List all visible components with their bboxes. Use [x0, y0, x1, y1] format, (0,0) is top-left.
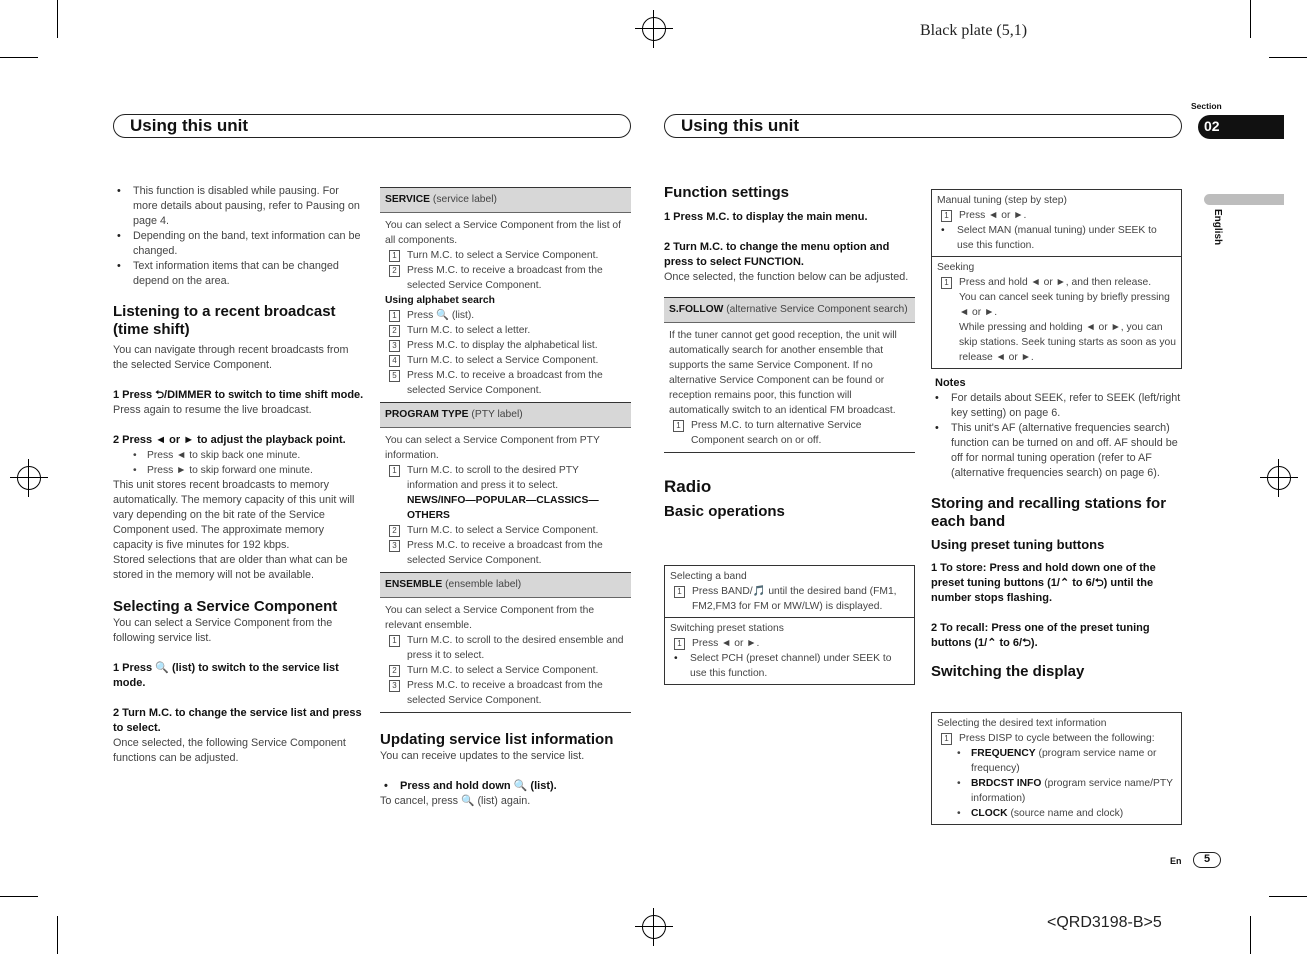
cell-title: Manual tuning (step by step) [937, 195, 1067, 206]
numbered-step: 4 Turn M.C. to select a Service Component. [385, 353, 626, 368]
step: • Press and hold down 🔍 (list). [380, 779, 631, 794]
note: • This unit's AF (alternative frequencies search) function can be turned on and off. AF should be off for normal tuning operation (refer to AF (alternative frequencies search) on page 6). [931, 421, 1182, 481]
step: 2 To recall: Press one of the preset tuning buttons (1/⌃ to 6/⮌). [931, 622, 1150, 649]
numbered-step: 2 Turn M.C. to select a Service Component. [385, 663, 626, 678]
sub-bullet: • Press ► to skip forward one minute. [113, 463, 365, 478]
paragraph: Once selected, the following Service Component functions can be adjusted. [113, 737, 346, 764]
preset-cell [665, 617, 914, 684]
heading-switching-display: Switching the display [931, 663, 1085, 680]
sub-bullet: • FREQUENCY (program service name or frequency) [937, 746, 1176, 776]
paragraph: This unit stores recent broadcasts to memory automatically. The memory capacity of this unit will vary depending on the bit rate of the Service Component used. The approximate memory capacity is five minutes for 192 kbps. [113, 479, 355, 551]
numbered-step: 1 Press 🔍 (list). [385, 308, 626, 323]
crop-mark [1250, 0, 1251, 38]
column-4 [931, 376, 1182, 681]
seeking-cell [932, 256, 1181, 368]
registration-mark [642, 915, 666, 939]
section-title-left: Using this unit [113, 114, 631, 138]
manual-tuning-cell [932, 190, 1181, 256]
bullet: • Select PCH (preset channel) under SEEK to use this function. [670, 651, 909, 681]
paragraph: You can navigate through recent broadcasts from the selected Service Component. [113, 344, 349, 371]
crop-mark [1269, 896, 1307, 897]
numbered-step: 1 Press BAND/🎵 until the desired band (FM1, FM2,FM3 for FM or MW/LW) is displayed. [670, 584, 909, 614]
pty-options: NEWS/INFO—POPULAR—CLASSICS—OTHERS [407, 495, 599, 521]
crop-mark [0, 896, 38, 897]
numbered-step: 3 Press M.C. to display the alphabetical list. [385, 338, 626, 353]
paragraph: To cancel, press 🔍 (list) again. [380, 795, 531, 807]
bullet: • Select MAN (manual tuning) under SEEK to use this function. [937, 223, 1176, 253]
s-follow-body [664, 323, 915, 453]
numbered-step: 1 Press and hold ◄ or ►, and then release. [937, 275, 1176, 290]
heading-preset-buttons: Using preset tuning buttons [931, 537, 1105, 552]
step: 1 Press M.C. to display the main menu. [664, 211, 868, 223]
tuning-table [931, 189, 1182, 369]
heading-storing-stations: Storing and recalling stations for each band [931, 495, 1167, 530]
bullet: • Text information items that can be changed depend on the area. [113, 259, 365, 289]
heading-select-service: Selecting a Service Component [113, 598, 338, 615]
section-number: 02 [1204, 118, 1220, 134]
paragraph: You can select a Service Component from the list of all components. [385, 220, 621, 246]
pty-label-header: PROGRAM TYPE (PTY label) [380, 402, 631, 428]
numbered-step: 1 Turn M.C. to scroll to the desired PTY information and press it to select. [385, 463, 626, 493]
column-3 [664, 184, 915, 521]
numbered-step: 1 Press DISP to cycle between the following: [937, 731, 1176, 746]
alphabet-search-title: Using alphabet search [385, 295, 495, 306]
heading-time-shift: Listening to a recent broadcast (time shift) [113, 303, 336, 338]
service-label-header: SERVICE (service label) [380, 187, 631, 213]
paragraph: You can select a Service Component from the following service list. [113, 617, 333, 644]
registration-mark [642, 17, 666, 41]
numbered-step: 1 Turn M.C. to scroll to the desired ensemble and press it to select. [385, 633, 626, 663]
sub-bullet: • BRDCST INFO (program service name/PTY information) [937, 776, 1176, 806]
paragraph: You can cancel seek tuning by briefly pressing ◄ or ►. [959, 292, 1170, 318]
heading-radio: Radio [664, 477, 712, 496]
paragraph: If the tuner cannot get good reception, the unit will automatically search for another ensemble that supports the same Service Component. If no alternative Service Component can be found or reception remains poor, this function will automatically switch to an identical FM broadcast. [669, 330, 897, 416]
language-bar [1204, 194, 1284, 205]
cell-title: Selecting a band [670, 571, 747, 582]
column-1 [113, 184, 365, 766]
cell-title: Seeking [937, 262, 975, 273]
numbered-step: 1 Turn M.C. to select a Service Component. [385, 248, 626, 263]
page-number: 5 [1203, 853, 1211, 865]
display-table [931, 712, 1182, 825]
paragraph: You can receive updates to the service list. [380, 750, 585, 762]
heading-basic-operations: Basic operations [664, 503, 785, 520]
ensemble-label-body [380, 598, 631, 713]
crop-mark [0, 57, 38, 58]
notes-title: Notes [935, 377, 966, 389]
column-2 [380, 187, 631, 809]
footer-code: <QRD3198-B>5 [1047, 914, 1162, 931]
step: 1 Press 🔍 (list) to switch to the service list mode. [113, 662, 339, 689]
service-label-body [380, 213, 631, 402]
crop-mark [1250, 916, 1251, 954]
cell-title: Switching preset stations [670, 623, 784, 634]
language-tab: English [1212, 209, 1223, 246]
numbered-step: 5 Press M.C. to receive a broadcast from the selected Service Component. [385, 368, 626, 398]
step: 1 Press ⮌/DIMMER to switch to time shift mode. [113, 389, 364, 401]
section-label: Section [1191, 101, 1222, 111]
s-follow-header: S.FOLLOW (alternative Service Component search) [664, 297, 915, 323]
basic-operations-table [664, 565, 915, 685]
plate-label: Black plate (5,1) [920, 22, 1028, 39]
display-cell [932, 713, 1181, 824]
numbered-step: 3 Press M.C. to receive a broadcast from the selected Service Component. [385, 678, 626, 708]
numbered-step: 3 Press M.C. to receive a broadcast from the selected Service Component. [385, 538, 626, 568]
ensemble-label-header: ENSEMBLE (ensemble label) [380, 572, 631, 598]
paragraph: You can select a Service Component from the relevant ensemble. [385, 605, 595, 631]
bullet: • This function is disabled while pausing. For more details about pausing, refer to Pausing on page 4. [113, 184, 365, 229]
bullet: • Depending on the band, text information can be changed. [113, 229, 365, 259]
numbered-step: 1 Press ◄ or ►. [670, 636, 909, 651]
paragraph: Once selected, the function below can be adjusted. [664, 271, 909, 283]
footer-lang: En [1170, 856, 1182, 866]
pty-label-body [380, 428, 631, 572]
section-number-tab [1198, 115, 1284, 139]
step: 1 To store: Press and hold down one of the preset tuning buttons (1/⌃ to 6/⮌) until the number stops flashing. [931, 562, 1156, 604]
numbered-step: 1 Press ◄ or ►. [937, 208, 1176, 223]
note: • For details about SEEK, refer to SEEK (left/right key setting) on page 6. [931, 391, 1182, 421]
step: 2 Press ◄ or ► to adjust the playback point. [113, 434, 346, 446]
sub-bullet: • Press ◄ to skip back one minute. [113, 448, 365, 463]
registration-mark [17, 466, 41, 490]
step: 2 Turn M.C. to change the menu option and press to select FUNCTION. [664, 241, 890, 268]
paragraph: Press again to resume the live broadcast. [113, 404, 312, 416]
paragraph: Stored selections that are older than what can be stored in the memory will not be available. [113, 554, 348, 581]
numbered-step: 2 Turn M.C. to select a Service Component. [385, 523, 626, 538]
sub-bullet: • CLOCK (source name and clock) [937, 806, 1176, 821]
crop-mark [57, 0, 58, 38]
paragraph: You can select a Service Component from PTY information. [385, 435, 600, 461]
step: 2 Turn M.C. to change the service list and press to select. [113, 707, 362, 734]
numbered-step: 2 Turn M.C. to select a letter. [385, 323, 626, 338]
heading-update-service-list: Updating service list information [380, 731, 614, 748]
crop-mark [1269, 57, 1307, 58]
crop-mark [57, 916, 58, 954]
page-number-badge [1193, 852, 1221, 868]
heading-function-settings: Function settings [664, 184, 789, 201]
section-title-right: Using this unit [664, 114, 1182, 138]
numbered-step: 2 Press M.C. to receive a broadcast from the selected Service Component. [385, 263, 626, 293]
paragraph: While pressing and holding ◄ or ►, you can skip stations. Seek tuning starts as soon as you release ◄ or ►. [959, 322, 1176, 363]
cell-title: Selecting the desired text information [937, 718, 1107, 729]
registration-mark [1267, 466, 1291, 490]
numbered-step: 1 Press M.C. to turn alternative Service Component search on or off. [669, 418, 910, 448]
band-cell [665, 566, 914, 617]
